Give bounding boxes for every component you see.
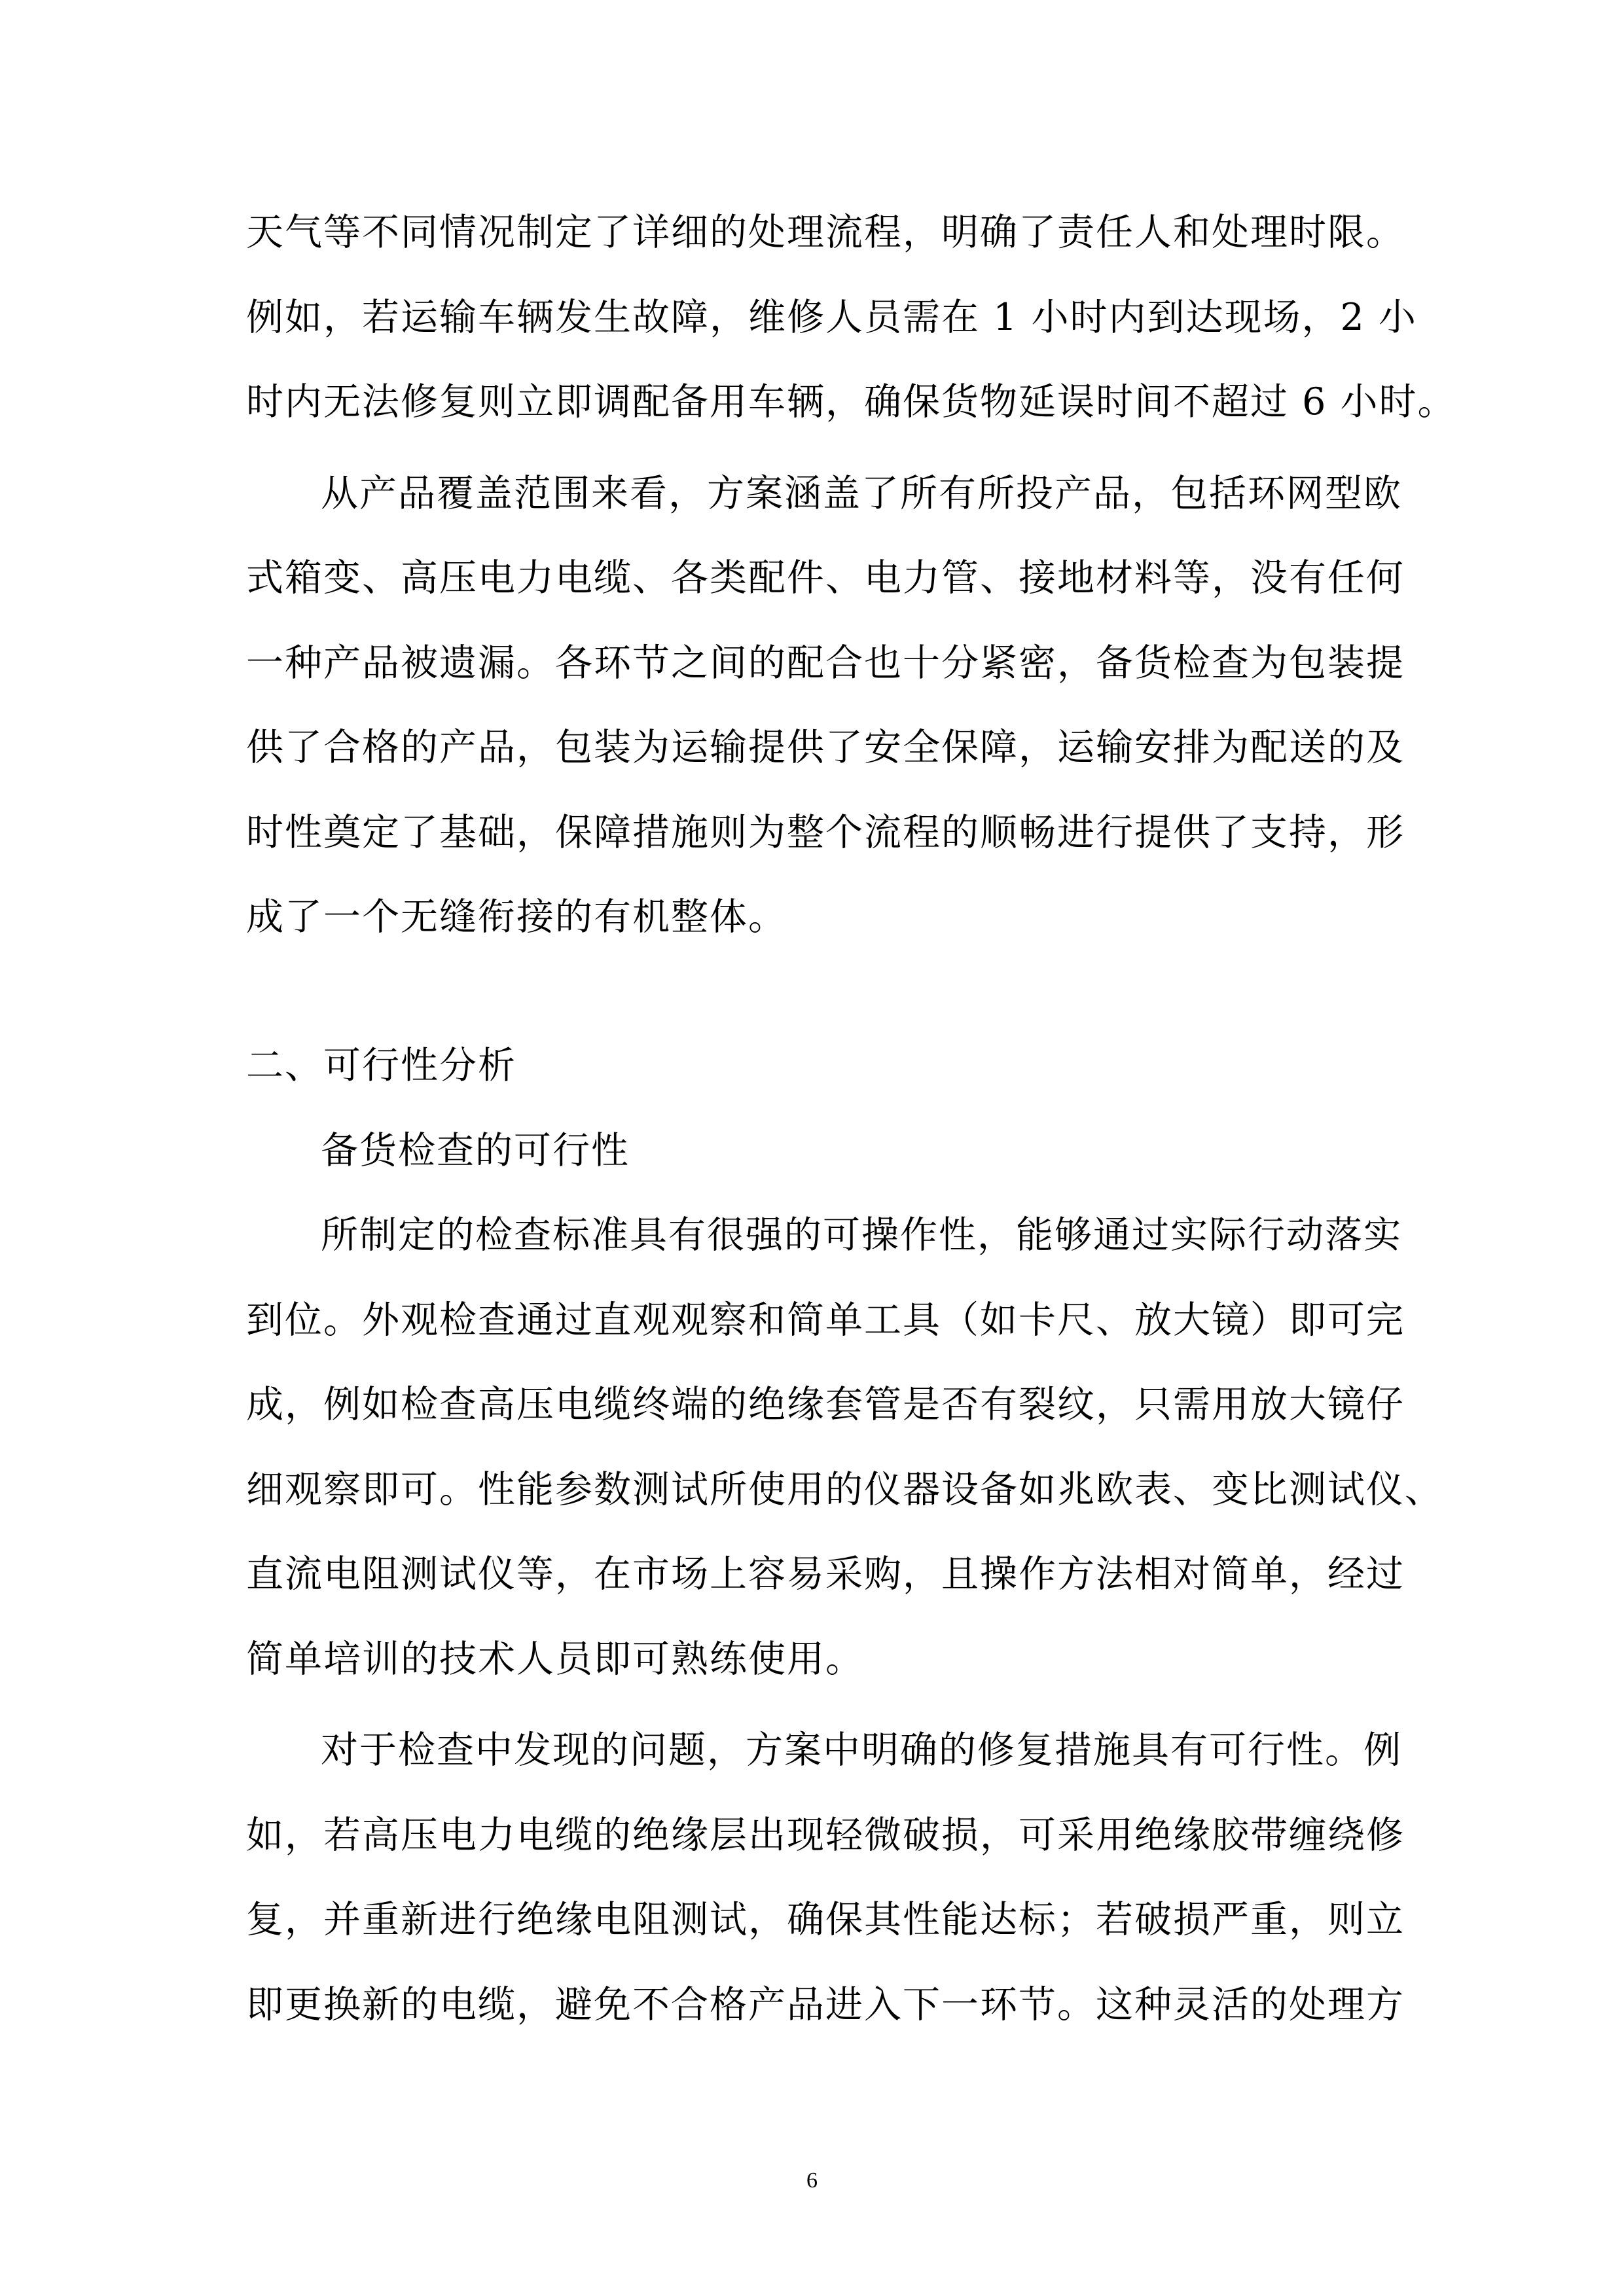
- body-text-line: 式箱变、高压电力电缆、各类配件、电力管、接地材料等，没有任何: [246, 556, 1405, 600]
- body-text-line: 即更换新的电缆，避免不合格产品进入下一环节。这种灵活的处理方: [246, 1983, 1405, 2026]
- paragraph-first-line: 从产品覆盖范围来看，方案涵盖了所有所投产品，包括环网型欧: [321, 472, 1402, 515]
- body-text-line: 简单培训的技术人员即可熟练使用。: [246, 1638, 864, 1681]
- section-heading: 二、可行性分析: [246, 1044, 516, 1087]
- body-text-line: 复，并重新进行绝缘电阻测试，确保其性能达标；若破损严重，则立: [246, 1898, 1405, 1941]
- page-number: 6: [806, 2168, 818, 2193]
- body-text-line: 时内无法修复则立即调配备用车辆，确保货物延误时间不超过 6 小时。: [246, 380, 1456, 423]
- body-text-line: 细观察即可。性能参数测试所使用的仪器设备如兆欧表、变比测试仪、: [246, 1468, 1443, 1511]
- body-text-line: 成了一个无缝衔接的有机整体。: [246, 895, 787, 939]
- body-text-line: 如，若高压电力电缆的绝缘层出现轻微破损，可采用绝缘胶带缠绕修: [246, 1814, 1405, 1857]
- body-text-line: 成，例如检查高压电缆终端的绝缘套管是否有裂纹，只需用放大镜仔: [246, 1383, 1405, 1426]
- body-text-line: 供了合格的产品，包装为运输提供了安全保障，运输安排为配送的及: [246, 726, 1405, 769]
- subsection-heading: 备货检查的可行性: [321, 1129, 630, 1172]
- paragraph-first-line: 对于检查中发现的问题，方案中明确的修复措施具有可行性。例: [321, 1729, 1402, 1772]
- body-text-line: 天气等不同情况制定了详细的处理流程，明确了责任人和处理时限。: [246, 211, 1405, 254]
- paragraph-first-line: 所制定的检查标准具有很强的可操作性，能够通过实际行动落实: [321, 1213, 1402, 1257]
- body-text-line: 时性奠定了基础，保障措施则为整个流程的顺畅进行提供了支持，形: [246, 811, 1405, 854]
- body-text-line: 到位。外观检查通过直观观察和简单工具（如卡尺、放大镜）即可完: [246, 1299, 1405, 1342]
- body-text-line: 例如，若运输车辆发生故障，维修人员需在 1 小时内到达现场，2 小: [246, 296, 1417, 339]
- body-text-line: 一种产品被遗漏。各环节之间的配合也十分紧密，备货检查为包装提: [246, 641, 1405, 685]
- body-text-line: 直流电阻测试仪等，在市场上容易采购，且操作方法相对简单，经过: [246, 1552, 1405, 1596]
